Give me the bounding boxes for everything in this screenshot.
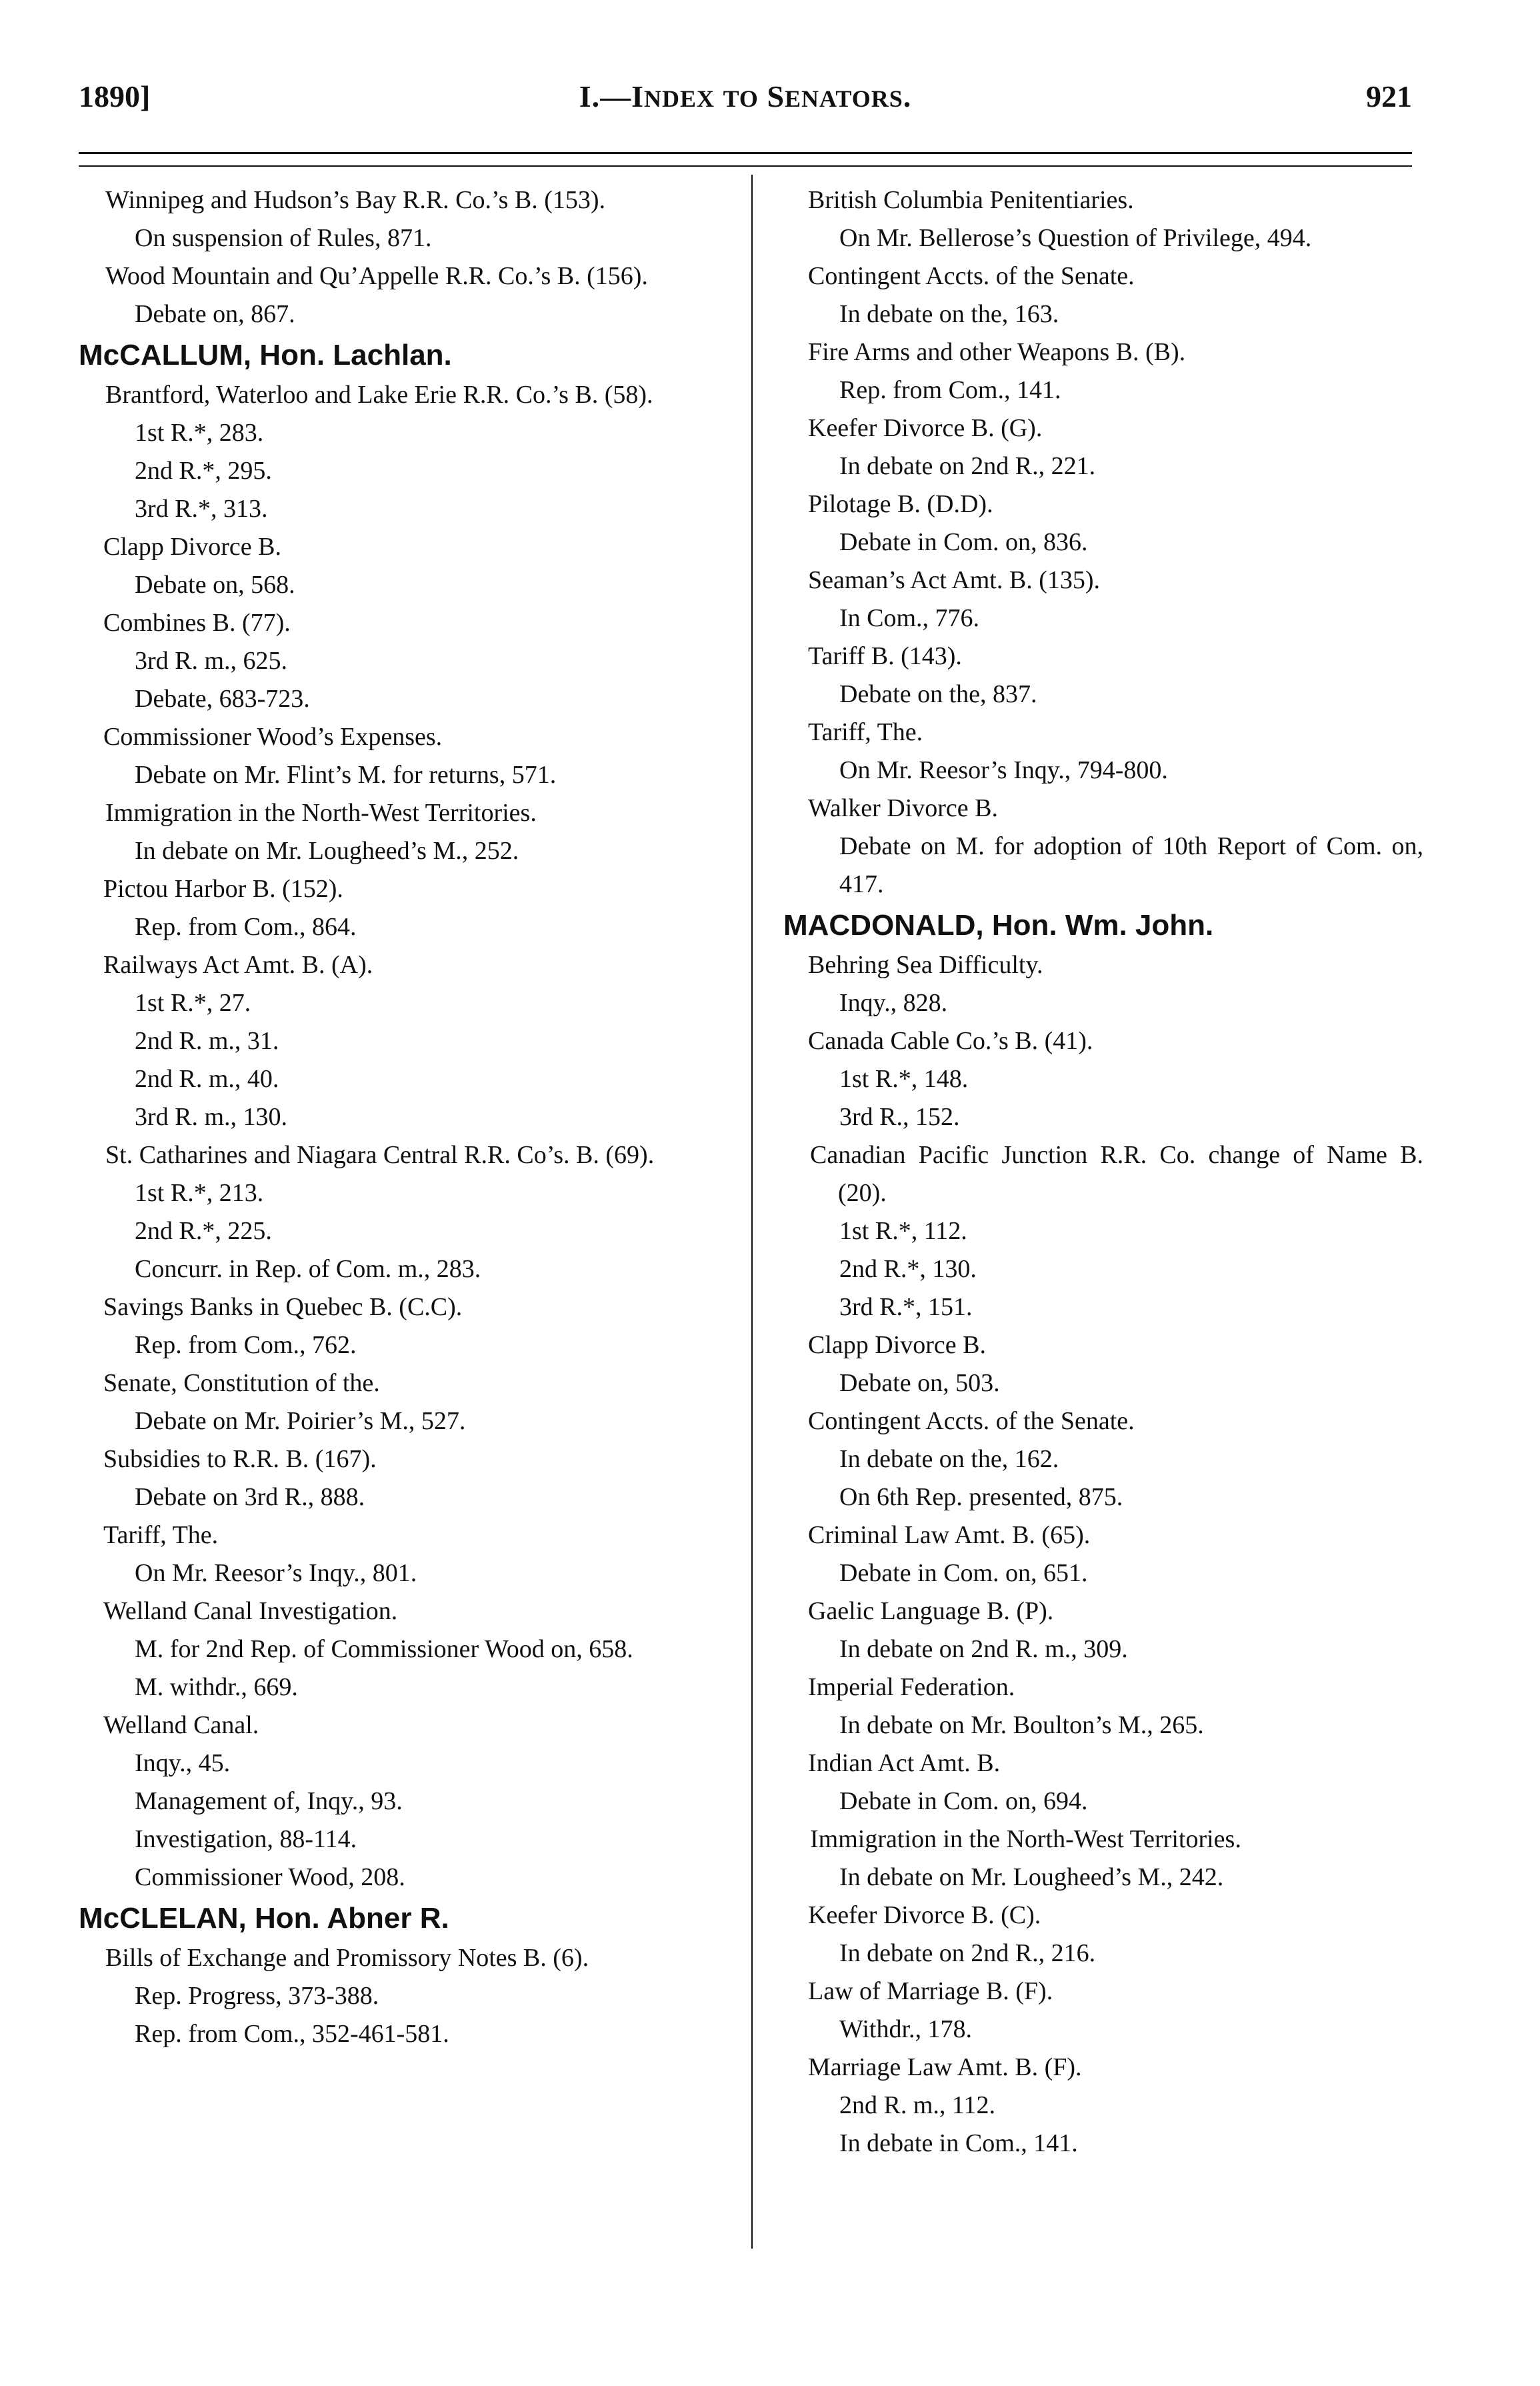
index-entry: St. Catharines and Niagara Central R.R. Co’s. B. (69). <box>105 1141 655 1169</box>
index-entry: Law of Marriage B. (F). <box>808 1977 1053 2005</box>
index-subentry: Management of, Inqy., 93. <box>135 1787 403 1815</box>
index-subentry: On Mr. Bellerose’s Question of Privilege, 494. <box>839 224 1312 252</box>
index-entry: Pictou Harbor B. (152). <box>103 875 343 903</box>
index-subentry: 1st R.*, 27. <box>135 989 251 1017</box>
index-subentry: M. withdr., 669. <box>135 1673 298 1701</box>
index-subentry: Investigation, 88-114. <box>135 1825 357 1853</box>
index-entry: British Columbia Penitentiaries. <box>808 186 1134 214</box>
index-entry: Immigration in the North-West Territories. <box>105 799 537 827</box>
index-entry: Pilotage B. (D.D). <box>808 490 993 518</box>
index-entry: Clapp Divorce B. <box>103 533 282 561</box>
header-title <box>79 79 1412 114</box>
index-subentry: Debate on, 867. <box>135 300 295 328</box>
index-subentry: 2nd R. m., 112. <box>839 2091 995 2119</box>
index-subentry: Concurr. in Rep. of Com. m., 283. <box>135 1255 481 1283</box>
index-subentry: Debate in Com. on, 836. <box>839 528 1088 556</box>
index-subentry: Inqy., 828. <box>839 989 948 1017</box>
index-entry: Gaelic Language B. (P). <box>808 1597 1054 1625</box>
index-entry: Clapp Divorce B. <box>808 1331 987 1359</box>
index-subentry: Debate in Com. on, 651. <box>839 1559 1088 1587</box>
index-subentry: In debate on the, 162. <box>839 1445 1059 1473</box>
index-subentry: 1st R.*, 283. <box>135 419 264 447</box>
index-subentry: Rep. from Com., 864. <box>135 913 357 941</box>
index-subentry: In debate on the, 163. <box>839 300 1059 328</box>
index-subentry: Debate in Com. on, 694. <box>839 1787 1088 1815</box>
index-entry: Bills of Exchange and Promissory Notes B. (6). <box>105 1944 589 1972</box>
index-entry: Wood Mountain and Qu’Appelle R.R. Co.’s B. (156). <box>105 262 648 290</box>
index-entry: Immigration in the North-West Territories. <box>810 1825 1241 1853</box>
header-rule-thick <box>79 152 1412 154</box>
index-subentry: Debate on, 503. <box>839 1369 1000 1397</box>
index-subentry: 3rd R.*, 151. <box>839 1293 973 1321</box>
index-entry: Seaman’s Act Amt. B. (135). <box>808 566 1101 594</box>
index-entry: Behring Sea Difficulty. <box>808 951 1043 979</box>
index-entry: Tariff, The. <box>808 718 923 746</box>
index-subentry: M. for 2nd Rep. of Commissioner Wood on, 658. <box>135 1635 633 1663</box>
index-subentry: 3rd R., 152. <box>839 1103 960 1131</box>
index-subentry: Debate, 683-723. <box>135 685 310 713</box>
index-subentry: 2nd R.*, 130. <box>839 1255 977 1283</box>
index-subentry: In debate on Mr. Lougheed’s M., 242. <box>839 1863 1224 1891</box>
title-dot: . <box>903 79 912 113</box>
index-subentry: 1st R.*, 213. <box>135 1179 264 1207</box>
page-header <box>79 79 1412 132</box>
index-entry: Senate, Constitution of the. <box>103 1369 380 1397</box>
index-subentry: Commissioner Wood, 208. <box>135 1863 405 1891</box>
index-entry: Imperial Federation. <box>808 1673 1015 1701</box>
index-subentry: On Mr. Reesor’s Inqy., 794-800. <box>839 756 1168 784</box>
index-entry: Railways Act Amt. B. (A). <box>103 951 373 979</box>
index-entry: Fire Arms and other Weapons B. (B). <box>808 338 1186 366</box>
index-entry: Tariff, The. <box>103 1521 219 1549</box>
title-word2: ENATORS <box>785 85 903 112</box>
index-subentry: 2nd R.*, 295. <box>135 457 272 485</box>
title-word1: NDEX <box>644 85 715 112</box>
index-subentry: Rep. from Com., 762. <box>135 1331 357 1359</box>
page-number: 921 <box>1366 79 1412 113</box>
index-entry: Keefer Divorce B. (C). <box>808 1901 1041 1929</box>
index-subentry: 2nd R. m., 31. <box>135 1027 279 1055</box>
index-subentry: Rep. from Com., 141. <box>839 376 1061 404</box>
index-entry: Savings Banks in Quebec B. (C.C). <box>103 1293 463 1321</box>
index-subentry: In debate on Mr. Lougheed’s M., 252. <box>135 837 519 865</box>
index-subentry: 3rd R. m., 130. <box>135 1103 288 1131</box>
index-subentry: In debate in Com., 141. <box>839 2129 1078 2157</box>
senator-heading: McCALLUM, Hon. Lachlan. <box>79 339 452 371</box>
right-column <box>783 181 1423 2163</box>
index-entry: Welland Canal. <box>103 1711 259 1739</box>
index-subentry: In debate on Mr. Boulton’s M., 265. <box>839 1711 1204 1739</box>
column-divider <box>751 175 753 2249</box>
index-subentry: Inqy., 45. <box>135 1749 231 1777</box>
index-subentry: Rep. from Com., 352-461-581. <box>135 2020 449 2048</box>
index-entry: Criminal Law Amt. B. (65). <box>808 1521 1091 1549</box>
index-entry: Contingent Accts. of the Senate. <box>808 262 1135 290</box>
senator-heading: McCLELAN, Hon. Abner R. <box>79 1902 449 1935</box>
index-entry: Brantford, Waterloo and Lake Erie R.R. Co.’s B. (58). <box>105 381 653 409</box>
index-subentry: Rep. Progress, 373-388. <box>135 1982 379 2010</box>
title-to: TO <box>723 85 759 112</box>
index-subentry: 3rd R. m., 625. <box>135 647 288 675</box>
title-prefix: I.—I <box>579 79 645 113</box>
index-subentry: Debate on the, 837. <box>839 680 1037 708</box>
index-subentry: Withdr., 178. <box>839 2015 973 2043</box>
index-subentry: On 6th Rep. presented, 875. <box>839 1483 1123 1511</box>
index-subentry: In Com., 776. <box>839 604 980 632</box>
index-subentry: On Mr. Reesor’s Inqy., 801. <box>135 1559 417 1587</box>
index-subentry: In debate on 2nd R., 216. <box>839 1939 1096 1967</box>
index-entry: Winnipeg and Hudson’s Bay R.R. Co.’s B. (153). <box>105 186 606 214</box>
index-subentry: Debate on Mr. Poirier’s M., 527. <box>135 1407 466 1435</box>
index-subentry: 1st R.*, 112. <box>839 1217 967 1245</box>
index-subentry: In debate on 2nd R. m., 309. <box>839 1635 1128 1663</box>
index-subentry: In debate on 2nd R., 221. <box>839 452 1096 480</box>
header-rule-thin <box>79 165 1412 167</box>
index-entry: Combines B. (77). <box>103 609 291 637</box>
index-subentry: Debate on M. for adoption of 10th Report of Com. on, 417. <box>839 832 1423 898</box>
index-entry: Canada Cable Co.’s B. (41). <box>808 1027 1093 1055</box>
index-subentry: 1st R.*, 148. <box>839 1065 969 1093</box>
index-subentry: Debate on, 568. <box>135 571 295 599</box>
title-s: S <box>767 79 785 113</box>
index-subentry: Debate on 3rd R., 888. <box>135 1483 365 1511</box>
index-subentry: Debate on Mr. Flint’s M. for returns, 571. <box>135 761 557 789</box>
index-subentry: 2nd R.*, 225. <box>135 1217 272 1245</box>
index-entry: Contingent Accts. of the Senate. <box>808 1407 1135 1435</box>
index-entry: Marriage Law Amt. B. (F). <box>808 2053 1082 2081</box>
index-subentry: On suspension of Rules, 871. <box>135 224 432 252</box>
index-entry: Tariff B. (143). <box>808 642 962 670</box>
index-entry: Welland Canal Investigation. <box>103 1597 398 1625</box>
index-entry: Canadian Pacific Junction R.R. Co. change of Name B. (20). <box>810 1141 1423 1207</box>
index-entry: Keefer Divorce B. (G). <box>808 414 1043 442</box>
index-entry: Indian Act Amt. B. <box>808 1749 1001 1777</box>
index-subentry: 3rd R.*, 313. <box>135 495 268 523</box>
left-column <box>79 181 739 2053</box>
index-entry: Walker Divorce B. <box>808 794 998 822</box>
index-subentry: 2nd R. m., 40. <box>135 1065 279 1093</box>
index-entry: Commissioner Wood’s Expenses. <box>103 723 443 751</box>
header-year: 1890] <box>79 79 151 113</box>
senator-heading: MACDONALD, Hon. Wm. John. <box>783 909 1214 942</box>
index-entry: Subsidies to R.R. B. (167). <box>103 1445 377 1473</box>
